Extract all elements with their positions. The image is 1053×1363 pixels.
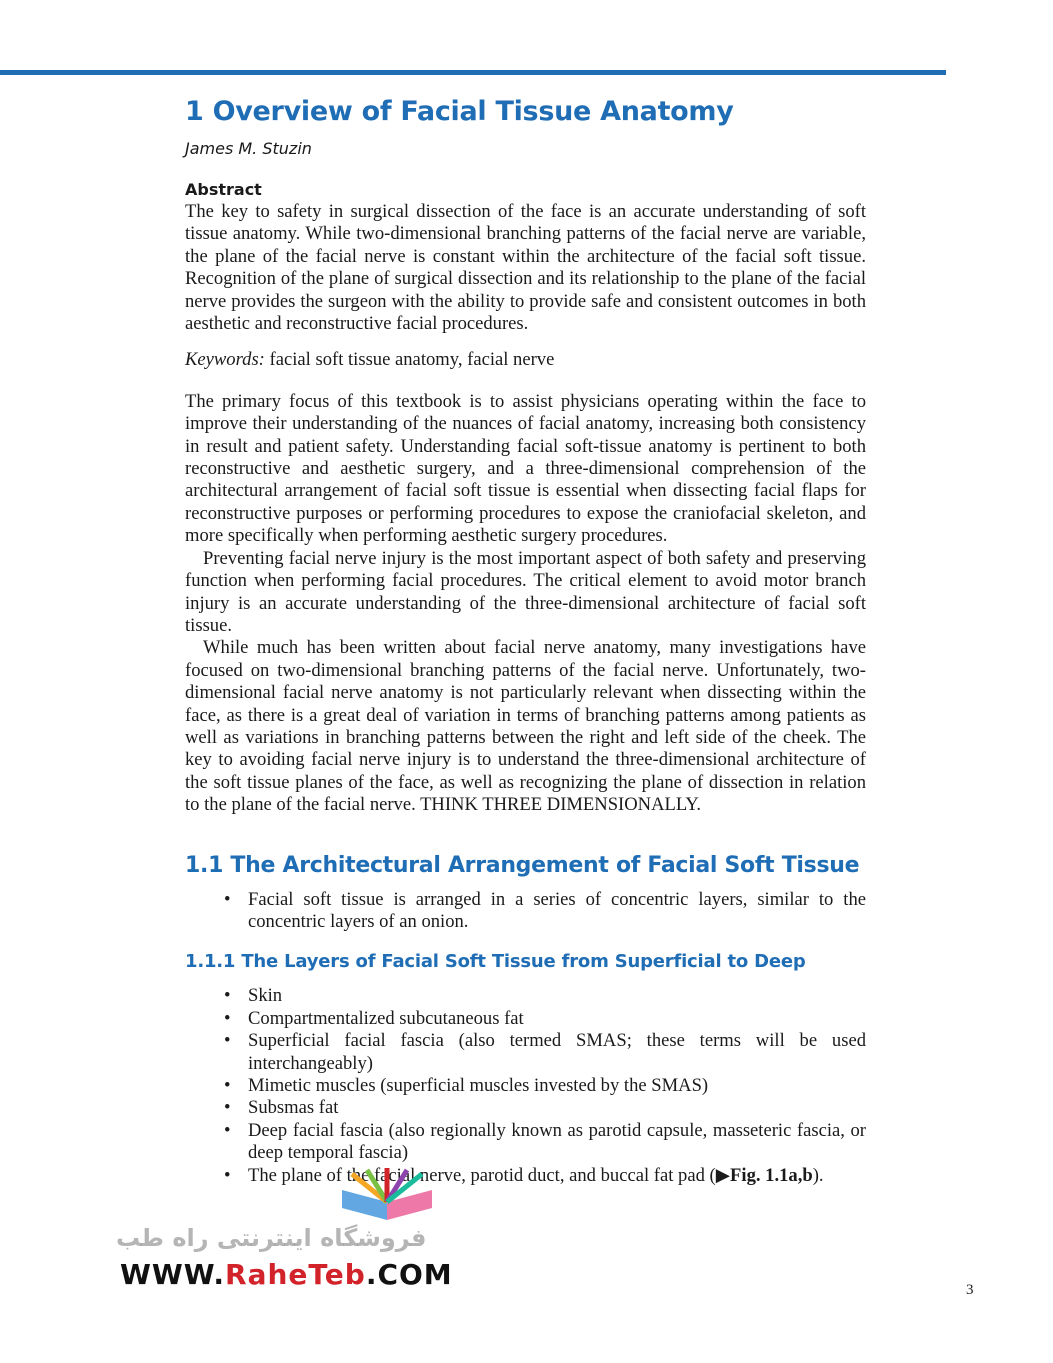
body-paragraph: The primary focus of this textbook is to assist physicians operating within the face to improve their understanding of the nuances of facial anatomy, increasing both consistency in result and patient safety. Understanding facial soft-tissue anatomy is pertinent to both reconstructive and aesthetic surgery, and a three-dimensional comprehension of the architectural arrangement of facial soft tissue is essential when dissecting facial flaps for reconstructive purposes or performing procedures to expose the craniofacial skeleton, and more specifically when performing aesthetic surgery procedures. bbox=[185, 390, 866, 547]
list-item-text: The plane of the facial nerve, parotid duct, and buccal fat pad ( bbox=[248, 1164, 716, 1186]
watermark-site-url bbox=[120, 1258, 453, 1291]
keywords-label: Keywords: bbox=[185, 349, 265, 371]
list-item: • Facial soft tissue is arranged in a series of concentric layers, similar to the concentric layers of an onion. bbox=[248, 889, 866, 934]
subsection-heading: 1.1.1 The Layers of Facial Soft Tissue from Superficial to Deep bbox=[185, 951, 806, 973]
watermark-brand: RaheTeb bbox=[225, 1258, 366, 1291]
page-content bbox=[185, 92, 866, 1187]
list-item: • Skin bbox=[248, 985, 866, 1007]
list-item: • Compartmentalized subcutaneous fat bbox=[248, 1008, 866, 1030]
arrow-icon: ▶ bbox=[715, 1164, 731, 1186]
section-heading: 1.1 The Architectural Arrangement of Facial Soft Tissue bbox=[185, 852, 860, 878]
chapter-title: 1 Overview of Facial Tissue Anatomy bbox=[185, 96, 734, 127]
open-book-icon bbox=[332, 1168, 442, 1228]
body-paragraph: While much has been written about facial nerve anatomy, many investigations have focused on two-dimensional branching patterns of the facial nerve. Unfortunately, two-dimensional facial nerve anatomy is not particularly relevant when dissecting within the face, as there is a great deal of variation in terms of branching patterns among patients as well as variations in branching patterns between the right and left side of the cheek. The key to avoiding facial nerve injury is to understand the three-dimensional architecture of the soft tissue planes of the face, as well as recognizing the plane of dissection in relation to the plane of the facial nerve. THINK THREE DIMENSIONALLY. bbox=[185, 637, 866, 816]
list-item: • Subsmas fat bbox=[248, 1097, 866, 1119]
list-item-end: ). bbox=[812, 1164, 824, 1186]
watermark-site-prefix: WWW. bbox=[120, 1258, 226, 1291]
list-item: • Deep facial fascia (also regionally known as parotid capsule, masseteric fascia, or deep temporal fascia) bbox=[248, 1120, 866, 1165]
bullet-list bbox=[185, 889, 866, 934]
abstract-text: The key to safety in surgical dissection of the face is an accurate understanding of soft tissue anatomy. While two-dimensional branching patterns of the facial nerve are variable, the plane of the facial nerve is constant within the architecture of the facial soft tissue. Recognition of the plane of surgical dissection and its relationship to the plane of the facial nerve provides the surgeon with the ability to provide safe and consistent outcomes in both aesthetic and reconstructive facial procedures. bbox=[185, 201, 866, 335]
author-name: James M. Stuzin bbox=[185, 139, 312, 158]
list-item: • Superficial facial fascia (also termed SMAS; these terms will be used interchangeably) bbox=[248, 1030, 866, 1075]
keywords-text: facial soft tissue anatomy, facial nerve bbox=[264, 349, 555, 371]
figure-reference-link[interactable]: Fig. 1.1a,b bbox=[730, 1164, 813, 1186]
abstract-heading: Abstract bbox=[185, 180, 262, 199]
watermark bbox=[116, 1168, 456, 1298]
layers-list bbox=[185, 985, 866, 1187]
list-item: • Mimetic muscles (superficial muscles invested by the SMAS) bbox=[248, 1075, 866, 1097]
body-paragraph: Preventing facial nerve injury is the most important aspect of both safety and preserving function when performing facial procedures. The critical element to avoid motor branch injury is an accurate understanding of the three-dimensional architecture of facial soft tissue. bbox=[185, 547, 866, 636]
page-number: 3 bbox=[966, 1282, 974, 1298]
top-rule bbox=[0, 70, 946, 75]
keywords-line bbox=[185, 349, 866, 371]
watermark-persian-text: فروشگاه اینترنتی راه طب bbox=[116, 1224, 427, 1252]
watermark-site-suffix: .COM bbox=[365, 1258, 453, 1291]
